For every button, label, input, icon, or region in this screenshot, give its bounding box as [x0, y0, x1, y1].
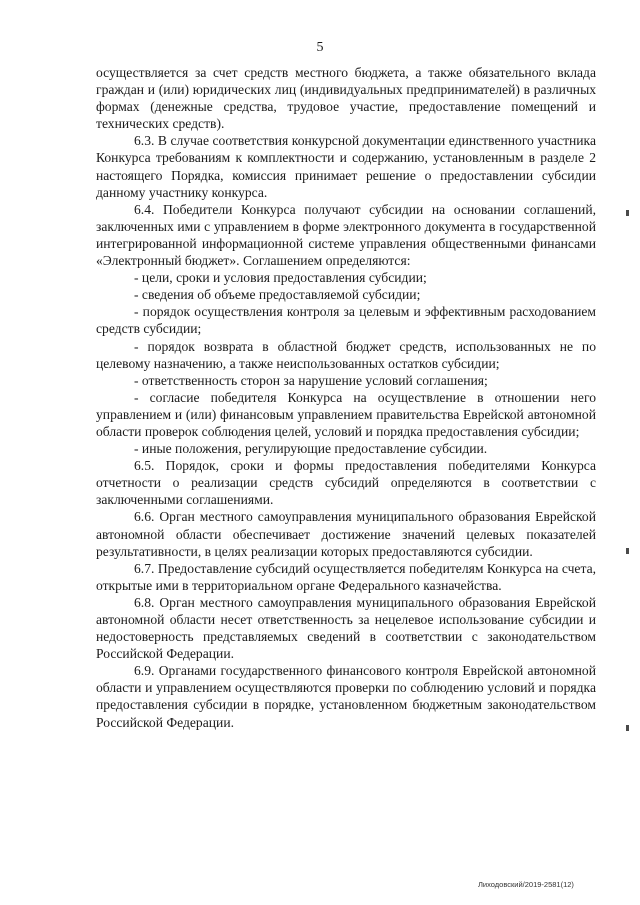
paragraph-6-8: 6.8. Орган местного самоуправления муниципального образования Еврейской автономной области несет ответственность за нецелевое использование субсидии и недостоверность представляемых сведений в соответствии с законодательством Российской Федерации. [96, 594, 596, 662]
document-body [96, 64, 596, 731]
paragraph-6-3: 6.3. В случае соответствия конкурсной документации единственного участника Конкурса требованиям к комплектности и содержанию, установленным в разделе 2 настоящего Порядка, комиссия принимает решение о предоставлении субсидии данному участнику конкурса. [96, 133, 596, 200]
list-item-volume: - сведения об объеме предоставляемой субсидии; [134, 287, 421, 303]
list-item-control: - порядок осуществления контроля за целевым и эффективным расходованием средств субсидии; [96, 304, 596, 337]
paragraph-6-7: 6.7. Предоставление субсидий осуществляется победителям Конкурса на счета, открытые ими в территориальном органе Федерального казначейства. [96, 560, 596, 593]
list-item-goals: - цели, сроки и условия предоставления субсидии; [134, 270, 427, 286]
paragraph-6-9: 6.9. Органами государственного финансового контроля Еврейской автономной области и управлением осуществляются проверки по соблюдению условий и порядка предоставления субсидии в порядке, установленном бюджетным законодательством Российской Федерации. [96, 663, 596, 730]
page-number: 5 [316, 40, 324, 55]
paragraph-6-6: 6.6. Орган местного самоуправления муниципального образования Еврейской автономной области обеспечивает достижение значений целевых показателей результативности, в целях реализации которых предоставляются субсидии. [96, 509, 596, 559]
paragraph-6-4: 6.4. Победители Конкурса получают субсидии на основании соглашений, заключенных ими с управлением в форме электронного документа в государственной интегрированной информационной системе управления общественными финансами «Электронный бюджет». Соглашением определяются: [96, 201, 596, 269]
scan-edge-mark [626, 548, 629, 554]
scan-edge-mark [626, 725, 629, 731]
list-item-return: - порядок возврата в областной бюджет средств, использованных не по целевому назначению, а также неиспользованных остатков субсидии; [96, 338, 596, 371]
list-item-responsibility: - ответственность сторон за нарушение условий соглашения; [134, 372, 488, 388]
paragraph-6-5: 6.5. Порядок, сроки и формы предоставления победителями Конкурса отчетности о реализации средств субсидий определяются в соответствии с заключенными соглашениями. [96, 458, 596, 508]
list-item-other: - иные положения, регулирующие предоставление субсидии. [134, 441, 488, 457]
footer-code: Лиходовский/2019-2581(12) [478, 880, 574, 889]
scan-edge-mark [626, 210, 629, 216]
list-item-consent: - согласие победителя Конкурса на осуществление в отношении него управлением и (или) финансовым управлением правительства Еврейской автономной области проверок соблюдения целей, условий и порядка предоставления субсидии; [96, 389, 596, 439]
paragraph-continuation: осуществляется за счет средств местного бюджета, а также обязательного вклада граждан и (или) юридических лиц (индивидуальных предпринимателей) в различных формах (денежные средства, трудовое участие, предоставление помещений и технических средств). [96, 65, 596, 132]
